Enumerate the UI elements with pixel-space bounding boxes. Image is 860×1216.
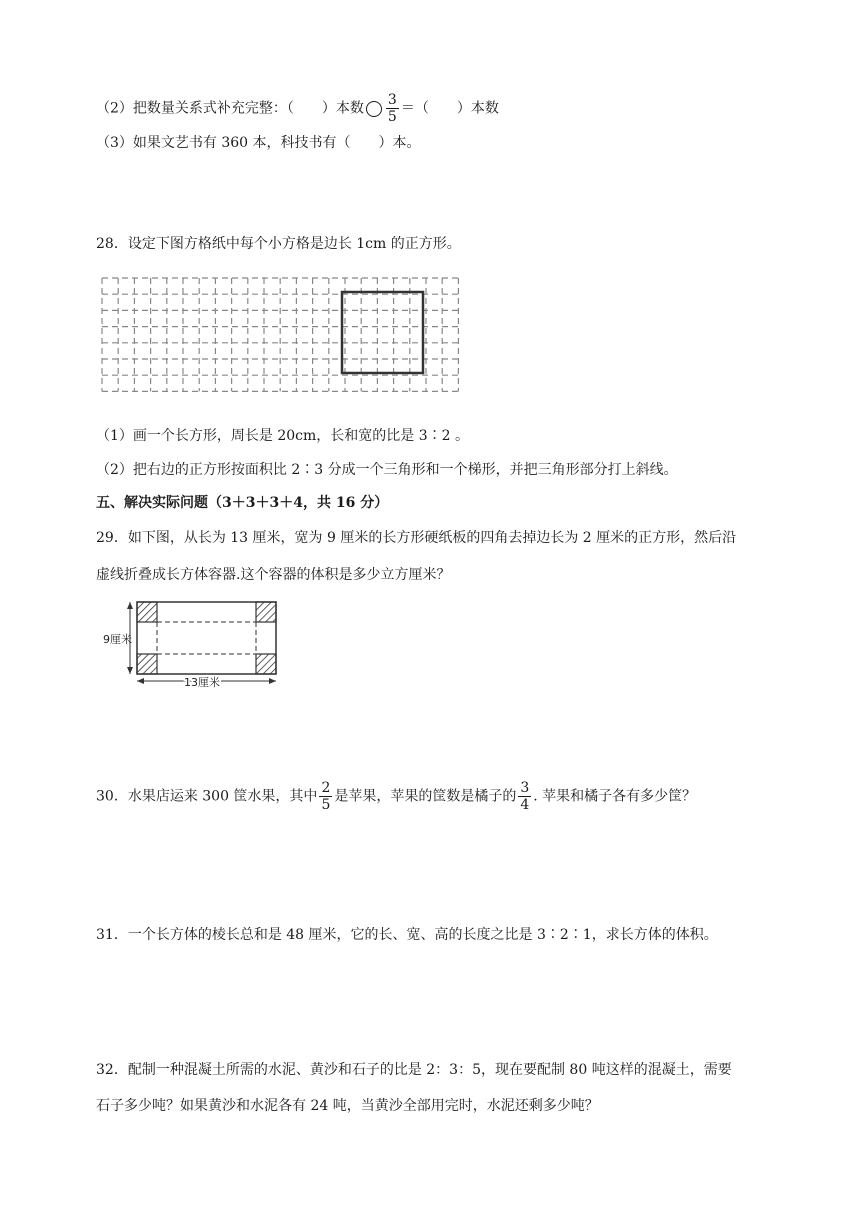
length-arrow-right (269, 678, 276, 684)
q27-fraction (386, 92, 399, 125)
q29-line1: 29．如下图，从长为 13 厘米，宽为 9 厘米的长方形硬纸板的四角去掉边长为 2 厘米的正方形，然后沿 (96, 530, 737, 546)
cardboard-figure (100, 596, 290, 688)
q28-stem: 28．设定下图方格纸中每个小方格是边长 1cm 的正方形。 (96, 236, 461, 252)
fraction-denominator: 4 (520, 797, 530, 813)
grid-lines (102, 278, 458, 391)
grid-paper-figure (96, 270, 466, 400)
q32-line2: 石子多少吨？如果黄沙和水泥各有 24 吨，当黄沙全部用完时，水泥还剩多少吨？ (96, 1098, 599, 1114)
length-arrow-left (137, 678, 144, 684)
q28-part2: （2）把右边的正方形按面积比 2∶3 分成一个三角形和一个梯形，并把三角形部分打上斜线。 (96, 462, 678, 478)
q27-part2-prefix: （2）把数量关系式补充完整：（ ）本数 (96, 100, 364, 117)
q31: 31．一个长方体的棱长总和是 48 厘米，它的长、宽、高的长度之比是 3∶2∶1，求长方体的体积。 (96, 927, 718, 943)
operator-circle (366, 101, 382, 117)
q30-fraction-1 (319, 780, 332, 813)
q28-part1: （1）画一个长方形，周长是 20cm，长和宽的比是 3∶2 。 (96, 428, 470, 444)
q29-line2: 虚线折叠成长方体容器.这个容器的体积是多少立方厘米？ (96, 567, 451, 583)
length-label: 13厘米 (184, 676, 220, 688)
width-arrow-bottom (127, 667, 133, 674)
grid-square (342, 292, 423, 373)
q27-part3: （3）如果文艺书有 360 本，科技书有（ ）本。 (96, 135, 421, 151)
fraction-numerator: 3 (387, 92, 397, 108)
q32-line1: 32．配制一种混凝土所需的水泥、黄沙和石子的比是 2：3：5，现在要配制 80 吨这样的混凝土，需要 (96, 1062, 732, 1078)
fraction-denominator: 5 (321, 797, 331, 813)
q30-prefix: 30．水果店运来 300 筐水果，其中 (96, 788, 318, 805)
fraction-denominator: 5 (387, 109, 397, 125)
q30-middle: 是苹果，苹果的筐数是橘子的 (334, 788, 517, 805)
q27-part2 (96, 92, 499, 125)
width-label: 9厘米 (103, 633, 132, 646)
fold-lines (157, 622, 256, 654)
fraction-numerator: 3 (520, 780, 530, 796)
width-arrow-top (127, 602, 133, 609)
corner-square-tl (137, 602, 157, 622)
q30-fraction-2 (518, 780, 531, 813)
q30-suffix: . 苹果和橘子各有多少筐？ (533, 788, 697, 805)
section-title: 五、解决实际问题（3＋3＋3＋4，共 16 分） (96, 495, 389, 511)
q27-part2-suffix: ＝（ ）本数 (400, 100, 499, 117)
q30 (96, 780, 696, 813)
corner-square-bl (137, 654, 157, 674)
fraction-numerator: 2 (321, 780, 331, 796)
corner-square-br (256, 654, 276, 674)
corner-square-tr (256, 602, 276, 622)
board-outline (137, 602, 276, 674)
